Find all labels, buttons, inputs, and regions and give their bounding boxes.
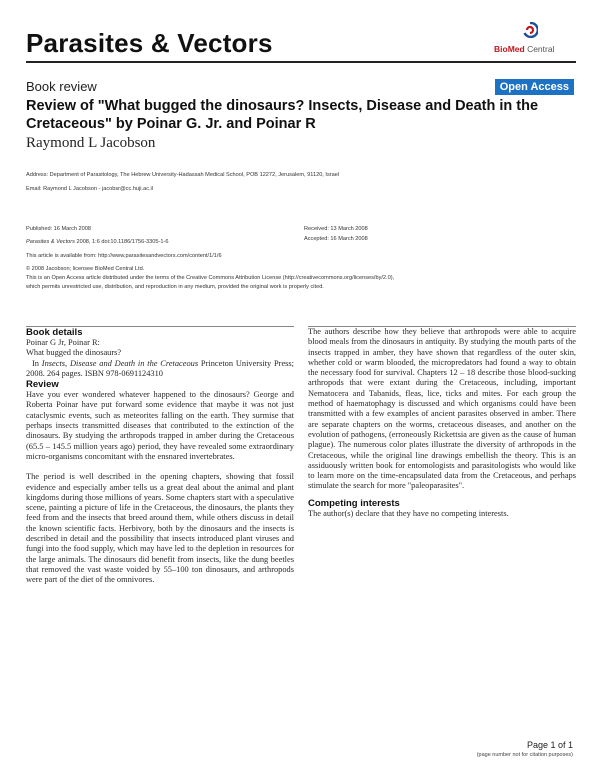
open-access-badge: Open Access — [495, 79, 574, 95]
journal-title: Parasites & Vectors — [26, 28, 273, 58]
header-rule — [26, 61, 576, 63]
left-column — [26, 327, 294, 586]
review-paragraph-1: Have you ever wondered whatever happened to the dinosaurs? George and Roberta Poinar have put forward some evidence that maybe it was not just cataclysmic events, such as meteorites falling on the earth. They surmise that perhaps insects transmitted diseases that contributed to the extinction of the dinosaurs. By studying the arthropods trapped in amber during the Cretaceous (65.5 – 145.5 million years ago) period, they have revealed some extraordinary micro-organisms concomitant with the ensnared invertebrates. — [26, 390, 294, 461]
license-line-1: This is an Open Access article distributed under the terms of the Creative Commons Attribution License (http://creativecommons.org/licenses/by/2.0), — [26, 275, 395, 281]
review-paragraph-3: The authors describe how they believe that arthropods were able to acquire blood meals from the dinosaurs in antiquity. By studying the mouth parts of the insects trapped in amber, they have shown that regardless of the outer skin, whether cold or warm blooded, the micropredators had found a way to obtain the necessary food for survival. Chapters 12 – 18 describe those blood-sucking arthropods that were extant during the Cretaceous, including, important Nematocera and Tabanids, fleas, lice, ticks and mites. For each group the method of haematophagy is discussed and which organisms could have been transmitted with a few examples of ancient parasites observed in amber. There are separate chapters on the worms, cretaceous diseases, and another on the evolution of pathogens, (erroneously Rickettsia are given as the cause of human plague). The numerous color plates illustrate the diversity of arthropods in the Cretaceous, while the original line drawings embellish the theory. This is an assiduously written book for entomologists and parasitologists who would like to learn more on the time-encapsulated data from the Cretaceous, and perhaps stimulate the search for more "paleoparasites". — [308, 327, 576, 491]
review-paragraph-2: The period is well described in the opening chapters, showing that fossil evidence and especially amber tells us a great deal about the animal and plant kingdoms during those millions of years. Some chapters start with a speculative scene, painting a picture of life in the Cretaceous, the dinosaurs, the plants they feed from and the insects that breed around them, while others discuss in detail the known scientific facts. Herbivory, both by the dinosaurs and the insects is described in detail and the possibility that insects introduced plant viruses and fungi into the food supply, which may have led to the depletion in resources for the large animals. The dinosaurs did benefit from insects, like the dung beetles that removed the vast waste voided by 55–100 ton dinosaurs, and arthropods were part of the diet of the omnivores. — [26, 472, 294, 585]
review-heading: Review — [26, 379, 59, 391]
author-email[interactable]: Email: Raymond L Jacobson - jacobsr@cc.huji.ac.il — [26, 186, 154, 192]
competing-interests-text: The author(s) declare that they have no competing interests. — [308, 508, 509, 518]
availability-link[interactable]: This article is available from: http://www.parasitesandvectors.com/content/1/1/6 — [26, 253, 222, 259]
biomed-central-logo — [494, 20, 566, 60]
article-title: Review of "What bugged the dinosaurs? Insects, Disease and Death in the Cretaceous" by Poinar G. Jr. and Poinar R — [26, 98, 539, 132]
book-publication: In Insects, Disease and Death in the Cretaceous Princeton University Press; 2008. 264 pages. ISBN 978-0691124310 — [26, 358, 295, 378]
received-date: Received: 13 March 2008 — [304, 226, 368, 232]
copyright: © 2008 Jacobson; licensee BioMed Central Ltd. — [26, 266, 145, 272]
biomed-swirl-icon — [522, 22, 538, 38]
citation: Parasites & Vectors 2008, 1:6 doi:10.1186/1756-3305-1-6 — [26, 239, 169, 245]
published-date: Published: 16 March 2008 — [26, 226, 91, 232]
book-details-heading: Book details — [26, 327, 83, 338]
article-type: Book review — [26, 79, 97, 94]
author-address: Address: Department of Parasitology, The Hebrew University-Hadassah Medical School, POB 12272, Jerusalem, 91120, Israel — [26, 172, 340, 178]
book-author: Poinar G Jr, Poinar R: — [26, 338, 100, 347]
competing-interests-heading: Competing interests — [308, 497, 400, 509]
page-number-note: (page number not for citation purposes) — [476, 752, 573, 758]
page-number: Page 1 of 1 — [526, 740, 573, 750]
logo-text: BioMed Central — [494, 44, 555, 54]
book-title: What bugged the dinosaurs? — [26, 348, 122, 358]
accepted-date: Accepted: 16 March 2008 — [304, 236, 368, 242]
author-name: Raymond L Jacobson — [26, 135, 156, 151]
license-line-2: which permits unrestricted use, distribution, and reproduction in any medium, provided the original work is properly cited. — [26, 284, 324, 290]
right-column — [308, 327, 576, 519]
